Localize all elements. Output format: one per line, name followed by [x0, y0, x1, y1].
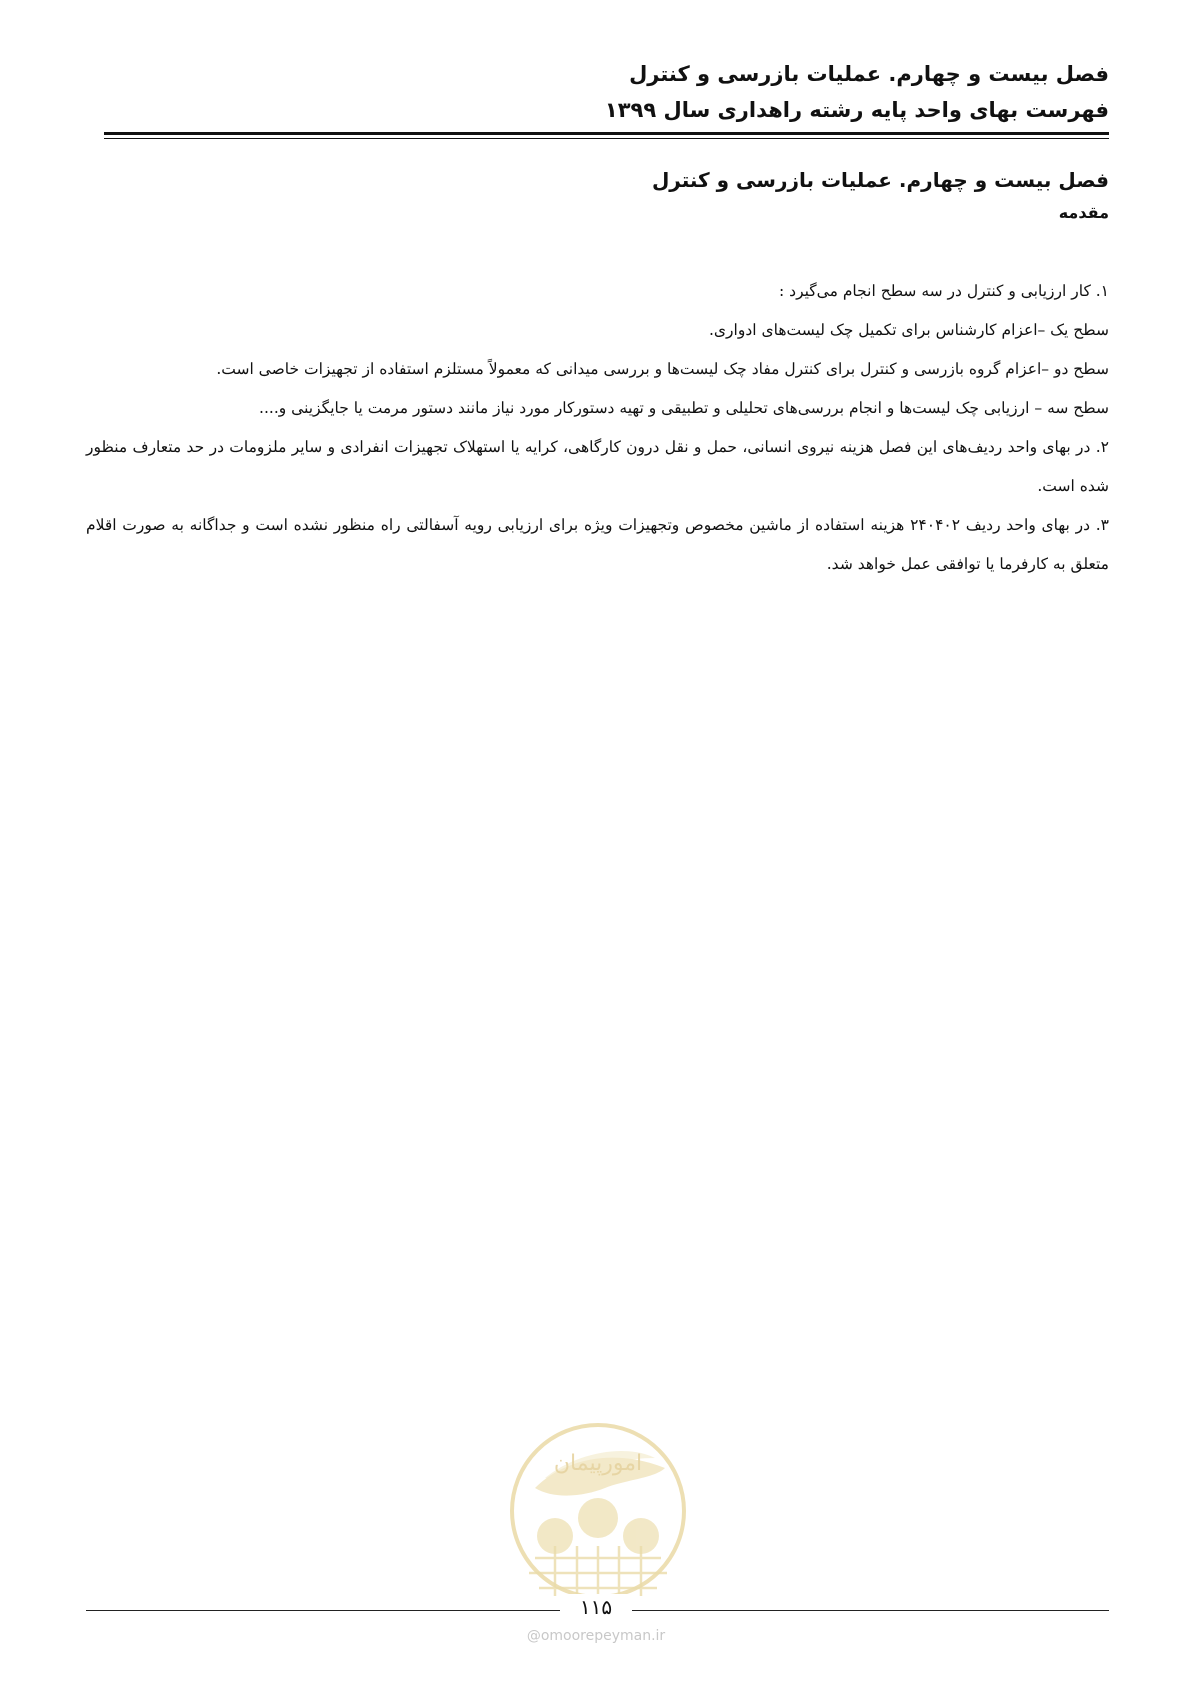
header-chapter-title: فصل بیست و چهارم. عملیات بازرسی و کنترل	[629, 62, 1109, 86]
omoore-peyman-logo-icon	[505, 1418, 691, 1604]
body-text	[86, 272, 1109, 584]
page-number: ۱۱۵	[560, 1594, 632, 1620]
logo-text: امورپیمان	[553, 1451, 643, 1476]
section-title: فصل بیست و چهارم. عملیات بازرسی و کنترل	[651, 168, 1109, 192]
section-heading	[86, 162, 1109, 228]
paragraph-4: سطح سه – ارزیابی چک لیست‌ها و انجام بررسی‌های تحلیلی و تطبیقی و تهیه دستورکار مورد نیاز مانند دستور مرمت یا جایگزینی و....	[259, 399, 1109, 417]
header-price-list-title: فهرست بهای واحد پایه رشته راهداری سال ۱۳۹۹	[604, 98, 1109, 122]
paragraph-2: سطح یک –اعزام کارشناس برای تکمیل چک لیست‌های ادواری.	[709, 321, 1109, 339]
paragraph-5: ۲. در بهای واحد ردیف‌های این فصل هزینه نیروی انسانی، حمل و نقل درون کارگاهی، کرایه یا استهلاک تجهیزات انفرادی و سایر ملزومات در حد متعارف منظور شده است.	[86, 438, 1109, 495]
paragraph-1: ۱. کار ارزیابی و کنترل در سه سطح انجام می‌گیرد :	[779, 282, 1109, 300]
page-header	[104, 56, 1109, 128]
watermark-url: @omoorepeyman.ir	[526, 1628, 666, 1644]
header-divider-thin	[104, 138, 1109, 139]
section-subtitle: مقدمه	[1058, 203, 1109, 222]
paragraph-3: سطح دو –اعزام گروه بازرسی و کنترل برای کنترل مفاد چک لیست‌ها و بررسی میدانی که معمولاً مستلزم استفاده از تجهیزات خاصی است.	[216, 360, 1109, 378]
paragraph-6: ۳. در بهای واحد ردیف ۲۴۰۴۰۲ هزینه استفاده از ماشین مخصوص وتجهیزات ویژه برای ارزیابی رویه آسفالتی راه منظور نشده است و جداگانه به صورت اقلام متعلق به کارفرما یا توافقی عمل خواهد شد.	[86, 516, 1109, 573]
header-divider	[104, 132, 1109, 135]
